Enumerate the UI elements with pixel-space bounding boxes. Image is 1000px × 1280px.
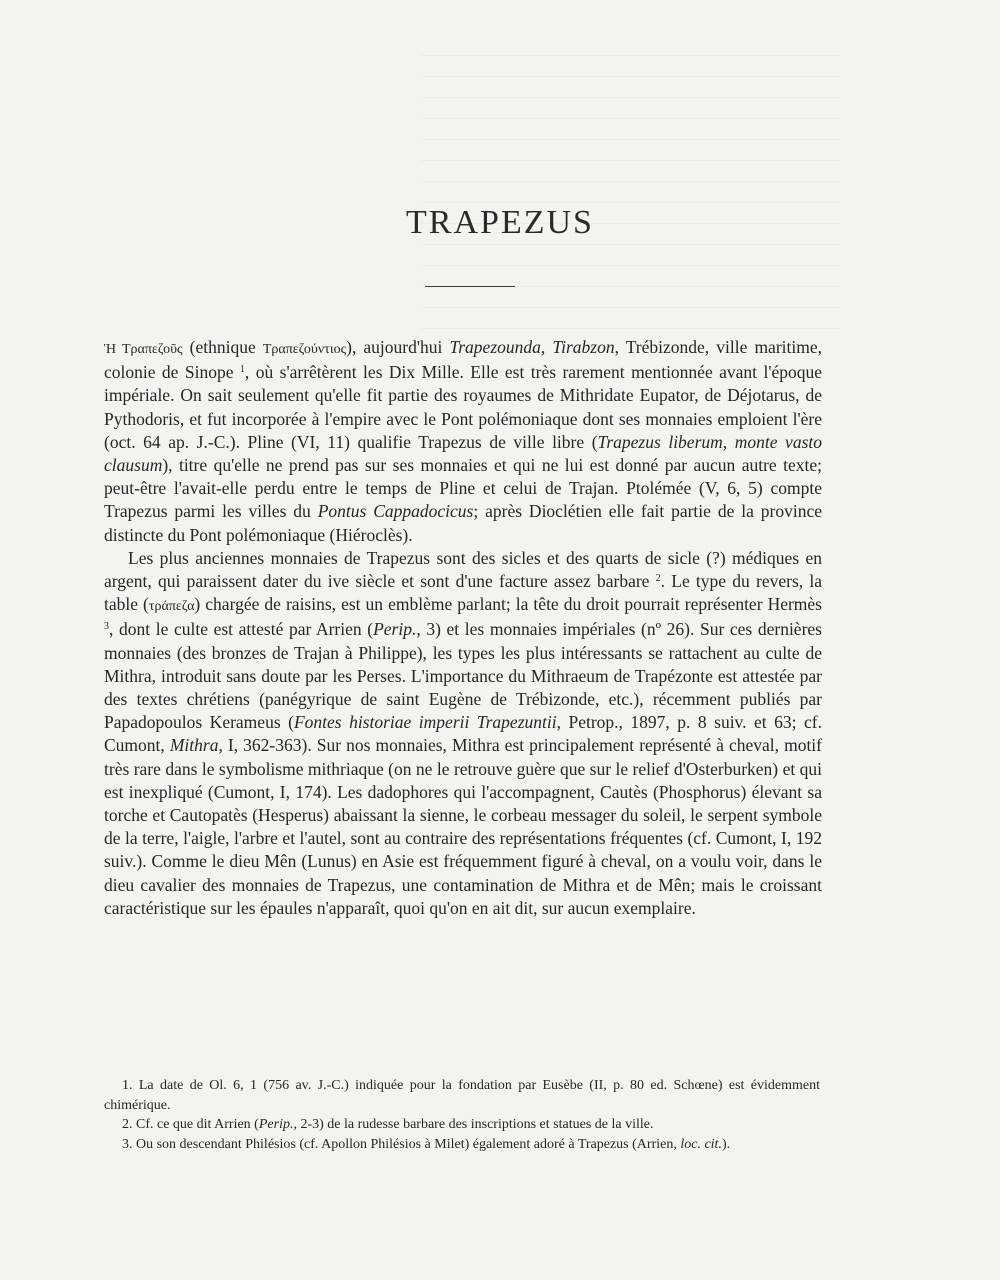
footnote-2 — [104, 1115, 820, 1135]
text-run: ) chargée de raisins, est un emblème parlant; la tête du droit pourrait représenter Hermès — [194, 594, 822, 615]
footnote-ref: 2 — [655, 573, 661, 585]
footnote-ref: 1 — [239, 364, 245, 376]
italic-term: Trapezus liberum, monte vasto clausum — [104, 431, 822, 476]
text-run: , Petrop., 1897, p. 8 suiv. et 63; cf. Cumont, — [104, 712, 822, 756]
italic-term: Perip. — [258, 1117, 294, 1132]
text-run: siècle et sont d'une facture assez barbare — [349, 571, 656, 592]
italic-term: Tirabzon — [552, 337, 615, 357]
footnote-ref: 3 — [104, 621, 109, 633]
italic-term: Mithra — [169, 735, 219, 756]
title-rule — [425, 286, 515, 287]
footnote-1: 1. La date de Ol. 6, 1 (756 av. J.-C.) indiquée pour la fondation par Eusèbe (II, p. 80 ed. Schœne) est évidemment chimérique. — [104, 1078, 820, 1113]
paragraph-2 — [104, 547, 822, 920]
paragraph-1 — [104, 336, 822, 547]
text-run: 2. Cf. ce que dit Arrien ( — [122, 1117, 259, 1132]
century-numeral: ive — [327, 571, 350, 592]
text-run: 3. Ou son descendant Philésios (cf. Apollon Philésios à Milet) également adoré à Trapezus (Arrien, — [122, 1136, 681, 1152]
footnotes — [104, 1076, 820, 1154]
text-run: , 2-3) de la rudesse barbare des inscriptions et statues de la ville. — [293, 1117, 654, 1132]
italic-term: Fontes historiae imperii Trapezuntii — [293, 712, 557, 733]
text-run: Les plus anciennes monnaies de Trapezus sont des sicles et des quarts de sicle (?) médiques en argent, qui paraissent dater du — [104, 547, 822, 592]
italic-term: Perip. — [373, 619, 417, 640]
main-text — [104, 336, 822, 920]
greek-term: Ἡ Τραπεζοῦς — [104, 342, 183, 357]
text-run: , où s'arrêtèrent les Dix Mille. Elle est très rarement mentionnée avant l'époque impériale. On sait seulement qu'elle fit partie des royaumes de Mithridate Eupator, de Déjotarus, de Pythodoris, et fut incorporée à l'empire avec le Pont polémoniaque dont ses monnaies emploient l'ère (oct. 64 ap. J.-C.). Pline (VI, 11) qualifie Trapezus de ville libre ( — [104, 362, 823, 452]
text-run: ), titre qu'elle ne prend pas sur ses monnaies et qui ne lui est donné par aucun autre texte; peut-être l'avait-elle perdu entre le temps de Pline et celui de Trajan. Ptolémée (V, 6, 5) compte Trapezus parmi les villes du — [104, 455, 822, 522]
text-run: , I, 362-363). Sur nos monnaies, Mithra est principalement représenté à cheval, motif très rare dans le symbolisme mithriaque (on ne le retrouve guère que sur le relief d'Osterburken) et qui est inexpliqué (Cumont, I, 174). Les dadophores qui l'accompagnent, Cautès (Phosphorus) élevant sa torche et Cautopatès (Hesperus) abaissant la sienne, le corbeau messager du soleil, le serpent symbole de la terre, l'aigle, l'arbre et l'autel, sont au contraire des représentations fréquentes (cf. Cumont, I, 192 suiv.). Comme le dieu Mên (Lunus) en Asie est fréquemment figuré à cheval, on a voulu voir, dans le dieu cavalier des monnaies de Trapezus, une contamination de Mithra et de Mên; mais le croissant caractéristique sur les épaules n'apparaît, quoi qu'on en ait dit, sur aucun exemplaire. — [104, 735, 822, 918]
italic-term: Pontus Cappadocicus — [317, 501, 474, 522]
italic-term: Trapezounda — [449, 337, 541, 357]
text-run: ), aujourd'hui — [346, 337, 450, 357]
bleed-through-shadow — [420, 55, 840, 335]
text-run: , dont le culte est attesté par Arrien ( — [109, 619, 374, 640]
italic-term: loc. cit. — [680, 1136, 722, 1152]
text-run: ; après Dioclétien elle fait partie de la province distincte du Pont polémoniaque (Hiéroclès). — [104, 501, 822, 545]
text-run: , Trébizonde, ville maritime, colonie de Sinope — [104, 337, 822, 383]
text-run: , — [540, 337, 553, 357]
footnote-3 — [104, 1135, 820, 1155]
text-run: ). — [721, 1136, 731, 1152]
greek-term: τράπεζα — [148, 599, 195, 615]
greek-term: Τραπεζούντιος — [262, 342, 347, 357]
text-run: , 3) et les monnaies impériales (nº 26). Sur ces dernières monnaies (des bronzes de Trajan à Philippe), les types les plus intéressants se rattachent au culte de Mithra, introduit sans doute par les Perses. L'importance du Mithraeum de Trapézonte est attestée par des textes chrétiens (panégyrique de saint Eugène de Trébizonde, etc.), récemment publiés par Papadopoulos Kerameus ( — [104, 619, 822, 733]
page-title: TRAPEZUS — [406, 204, 594, 241]
text-run: . Le type du revers, la table ( — [104, 571, 822, 615]
text-run: (ethnique — [182, 337, 263, 357]
